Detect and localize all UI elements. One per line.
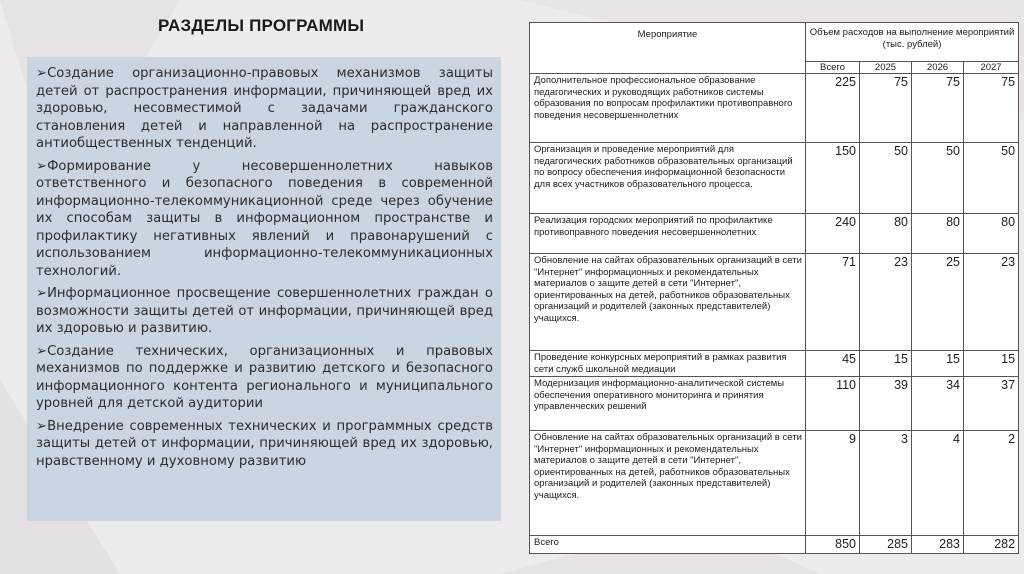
row-total: 240 xyxy=(806,214,860,254)
page-title: РАЗДЕЛЫ ПРОГРАММЫ xyxy=(158,16,365,35)
row-2027: 2 xyxy=(964,431,1019,536)
bullet-item xyxy=(36,285,493,338)
row-2025: 23 xyxy=(860,254,912,351)
bullet-marker: ➢ xyxy=(36,343,48,359)
header-total: Всего xyxy=(806,62,860,74)
table-row xyxy=(530,431,1019,536)
total-2025: 285 xyxy=(860,536,912,554)
bullet-item xyxy=(36,343,493,413)
row-2027: 75 xyxy=(964,74,1019,143)
row-total: 9 xyxy=(806,431,860,536)
row-2026: 34 xyxy=(912,377,964,431)
row-2027: 80 xyxy=(964,214,1019,254)
table-row xyxy=(530,214,1019,254)
table-header-row xyxy=(530,23,1019,62)
row-2025: 80 xyxy=(860,214,912,254)
total-sum: 850 xyxy=(806,536,860,554)
row-2027: 50 xyxy=(964,143,1019,214)
total-2027: 282 xyxy=(964,536,1019,554)
row-activity: Проведение конкурсных мероприятий в рамках развития сети служб школьной медиации xyxy=(530,351,806,377)
row-total: 71 xyxy=(806,254,860,351)
program-sections-panel xyxy=(27,57,501,521)
row-2025: 75 xyxy=(860,74,912,143)
bullet-text: Внедрение современных технических и программных средств защиты детей от информации, причиняющей вред их здоровью, нравственному и духовному развитию xyxy=(36,418,493,469)
bullet-text: Информационное просвещение совершеннолетних граждан о возможности защиты детей от информации, причиняющей вред их здоровью и развитию. xyxy=(36,286,493,336)
table-row xyxy=(530,254,1019,351)
row-2026: 80 xyxy=(912,214,964,254)
header-2027: 2027 xyxy=(964,62,1019,74)
row-total: 150 xyxy=(806,143,860,214)
total-label: Всего xyxy=(530,536,806,554)
total-2026: 283 xyxy=(912,536,964,554)
table-row xyxy=(530,351,1019,377)
row-2026: 15 xyxy=(912,351,964,377)
table-row xyxy=(530,143,1019,214)
row-activity: Модернизация информационно-аналитической системы обеспечения оперативного мониторинга и принятия управленческих решений xyxy=(530,377,806,431)
row-activity: Дополнительное профессиональное образование педагогических и руководящих работников системы образования по вопросам профилактики противоправного поведения несовершеннолетних xyxy=(530,74,806,143)
row-2025: 3 xyxy=(860,431,912,536)
row-total: 225 xyxy=(806,74,860,143)
bullet-marker: ➢ xyxy=(36,158,48,174)
row-activity: Обновление на сайтах образовательных организаций в сети "Интернет" информационных и рекомендательных материалов о защите детей в сети "Интернет", ориентированных на детей, работников образовательных организаций и родителей (законных представителей) учащихся. xyxy=(530,431,806,536)
row-total: 110 xyxy=(806,377,860,431)
row-2025: 15 xyxy=(860,351,912,377)
bullet-marker: ➢ xyxy=(36,66,48,81)
row-activity: Обновление на сайтах образовательных организаций в сети "Интернет" информационных и рекомендательных материалов о защите детей в сети "Интернет", ориентированных на детей, работников образовательных организаций и родителей (законных представителей) учащихся. xyxy=(530,254,806,351)
row-2026: 75 xyxy=(912,74,964,143)
bullet-marker: ➢ xyxy=(36,418,48,434)
row-2027: 23 xyxy=(964,254,1019,351)
header-2025: 2025 xyxy=(860,62,912,74)
bullet-text: Создание организационно-правовых механизмов защиты детей от распространения информации, причиняющей вред их здоровью, несовместимой с задачами гражданского становления детей и направленной на распространение антиобщественных тенденций. xyxy=(36,66,493,151)
bullet-text: Создание технических, организационных и правовых механизмов по поддержке и развитию детского и безопасного информационного контента регионального и муниципального уровней для детской аудитории xyxy=(36,343,493,411)
row-2026: 25 xyxy=(912,254,964,351)
expenses-table-wrap xyxy=(529,22,1018,554)
row-2025: 39 xyxy=(860,377,912,431)
bullet-item xyxy=(36,418,493,471)
header-2026: 2026 xyxy=(912,62,964,74)
row-total: 45 xyxy=(806,351,860,377)
header-activity: Мероприятие xyxy=(530,23,806,74)
table-row xyxy=(530,377,1019,431)
row-2027: 15 xyxy=(964,351,1019,377)
row-2027: 37 xyxy=(964,377,1019,431)
bullet-item xyxy=(36,65,493,153)
row-activity: Организация и проведение мероприятий для педагогических работников образовательных организаций по вопросу обеспечения информационной безопасности для всех участников образовательного процесса. xyxy=(530,143,806,214)
row-2026: 50 xyxy=(912,143,964,214)
bullet-item xyxy=(36,158,493,281)
row-2025: 50 xyxy=(860,143,912,214)
row-activity: Реализация городских мероприятий по профилактике противоправного поведения несовершеннолетних xyxy=(530,214,806,254)
row-2026: 4 xyxy=(912,431,964,536)
table-total-row xyxy=(530,536,1019,554)
bullet-marker: ➢ xyxy=(36,286,48,301)
header-volume: Объем расходов на выполнение мероприятий (тыс. рублей) xyxy=(806,23,1019,62)
table-row xyxy=(530,74,1019,143)
bullet-text: Формирование у несовершеннолетних навыков ответственного и безопасного поведения в современной информационно-телекоммуникационной среде через обучение их способам защиты в информационном пространстве и профилактику негативных явлений и правонарушений с использованием информационно-телекоммуникационных технологий. xyxy=(36,158,493,279)
expenses-table xyxy=(529,22,1019,554)
